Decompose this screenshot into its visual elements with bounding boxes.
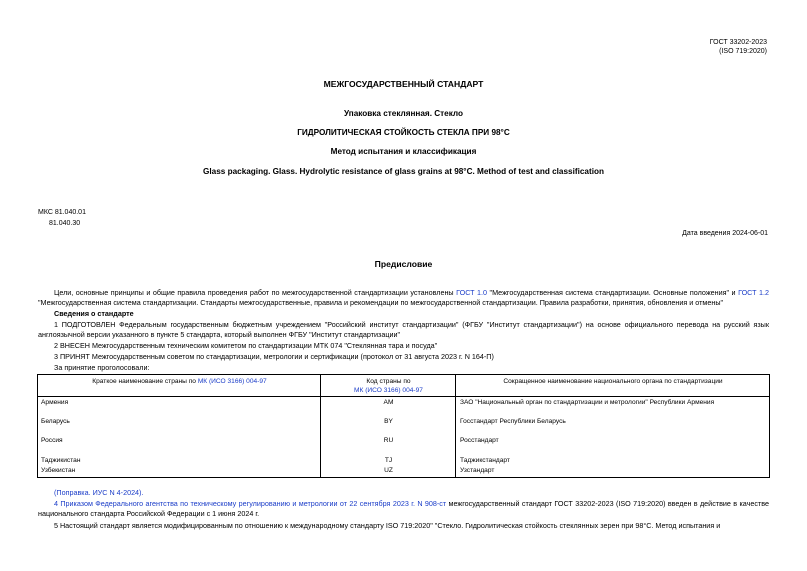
table-row xyxy=(38,456,769,466)
body-cell: ЗАО "Национальный орган по стандартизации и метрологии" Республики Армения xyxy=(460,399,715,406)
voted-label: За принятие проголосовали: xyxy=(54,363,150,372)
doc-code: ГОСТ 33202-2023 xyxy=(709,39,767,46)
country-cell: Таджикистан xyxy=(41,457,81,464)
about-heading: Сведения о стандарте xyxy=(54,309,134,318)
doc-code-block xyxy=(710,38,767,56)
table-row xyxy=(38,466,769,476)
country-cell: Россия xyxy=(41,437,63,444)
countries-table xyxy=(37,374,770,478)
item-4: 4 Приказом Федерального агентства по техническому регулированию и метрологии от 22 сентября 2023 г. N 908-ст межгосударственный стандарт ГОСТ 33202-2023 (ISO 719:2020) введен в действие в качестве национального стандарта Российской Федерации с 1 июня 2024 г. xyxy=(38,499,769,518)
table-header xyxy=(38,375,769,397)
preface-text-2: "Межгосударственная система стандартизации. Основные положения" и xyxy=(487,288,739,297)
country-cell: Узбекистан xyxy=(41,467,76,474)
mks-code-second: 81.040.30 xyxy=(49,220,81,227)
amendment-link[interactable]: Поправка xyxy=(56,488,89,497)
amendment-note: (Поправка. ИУС N 4-2024). xyxy=(54,488,144,497)
body-cell: Госстандарт Республики Беларусь xyxy=(460,418,566,425)
country-cell: Беларусь xyxy=(41,418,70,425)
preface-paragraph xyxy=(38,288,769,308)
code-cell: UZ xyxy=(384,467,393,474)
preface-text-1: Цели, основные принципы и общие правила проведения работ по межгосударственной стандартизации установлены xyxy=(54,288,457,297)
english-title: Glass packaging. Glass. Hydrolytic resistance of glass grains at 98°C. Method of test and classification xyxy=(203,167,604,176)
table-row xyxy=(38,417,769,427)
mk-iso-link-2[interactable]: МК (ИСО 3166) 004-97 xyxy=(354,386,423,394)
gost-1-0-link[interactable]: ГОСТ 1.0 xyxy=(456,288,488,297)
table-row xyxy=(38,398,769,408)
gost-1-2-link[interactable]: ГОСТ 1.2 xyxy=(738,288,769,297)
code-cell: AM xyxy=(383,399,394,406)
col-country-header: Краткое наименование страны по МК (ИСО 3166) 004-97 xyxy=(92,378,267,385)
item-2: 2 ВНЕСЕН Межгосударственным техническим комитетом по стандартизации МТК 074 "Стеклянная тара и посуда" xyxy=(54,341,438,350)
item-5: 5 Настоящий стандарт является модифицированным по отношению к международному стандарту ISO 719:2020" "Стекло. Гидролитическая стойкость стеклянных зерен при 98°С. Метод испытания и xyxy=(54,521,721,530)
item-3: 3 ПРИНЯТ Межгосударственным советом по стандартизации, метрологии и сертификации (протокол от 31 августа 2023 г. N 164-П) xyxy=(54,352,494,361)
iso-code: (ISO 719:2020) xyxy=(719,48,767,55)
code-cell: RU xyxy=(383,437,394,444)
main-title: ГИДРОЛИТИЧЕСКАЯ СТОЙКОСТЬ СТЕКЛА ПРИ 98°С xyxy=(297,128,510,137)
code-cell: TJ xyxy=(384,457,393,464)
body-cell: Узстандарт xyxy=(460,467,495,474)
mk-iso-link[interactable]: МК (ИСО 3166) 004-97 xyxy=(197,378,267,385)
preface-text-3: "Межгосударственная система стандартизации. Стандарты межгосударственные, правила и рекомендации по межгосударственной стандартизации. Правила разработки, принятия, обновления и отмены" xyxy=(38,298,724,307)
preface-heading: Предисловие xyxy=(374,259,433,269)
method-title: Метод испытания и классификация xyxy=(330,147,477,156)
table-row xyxy=(38,436,769,446)
country-cell: Армения xyxy=(41,399,69,406)
col-code-header: Код страны по МК (ИСО 3166) 004-97 xyxy=(354,378,423,394)
intro-date: Дата введения 2024-06-01 xyxy=(682,230,768,237)
body-cell: Таджикстандарт xyxy=(460,457,510,464)
code-cell: BY xyxy=(384,418,393,425)
mks-code: МКС 81.040.01 xyxy=(38,209,86,216)
subject-title: Упаковка стеклянная. Стекло xyxy=(343,109,464,118)
body-cell: Росстандарт xyxy=(460,437,499,444)
standard-type: МЕЖГОСУДАРСТВЕННЫЙ СТАНДАРТ xyxy=(323,79,484,89)
order-link[interactable]: 4 Приказом Федерального агентства по техническому регулированию и метрологии от 22 сентября 2023 г. N 908-ст xyxy=(54,499,447,508)
col-body-header: Сокращенное наименование национального органа по стандартизации xyxy=(503,378,723,385)
item-1: 1 ПОДГОТОВЛЕН Федеральным государственным бюджетным учреждением "Российский институт стандартизации" (ФГБУ "Институт стандартизации") на основе официального перевода на русский язык англоязычной версии указанного в пункте 5 стандарта, который выполнен ФГБУ "Институт стандартизации" xyxy=(38,320,769,339)
